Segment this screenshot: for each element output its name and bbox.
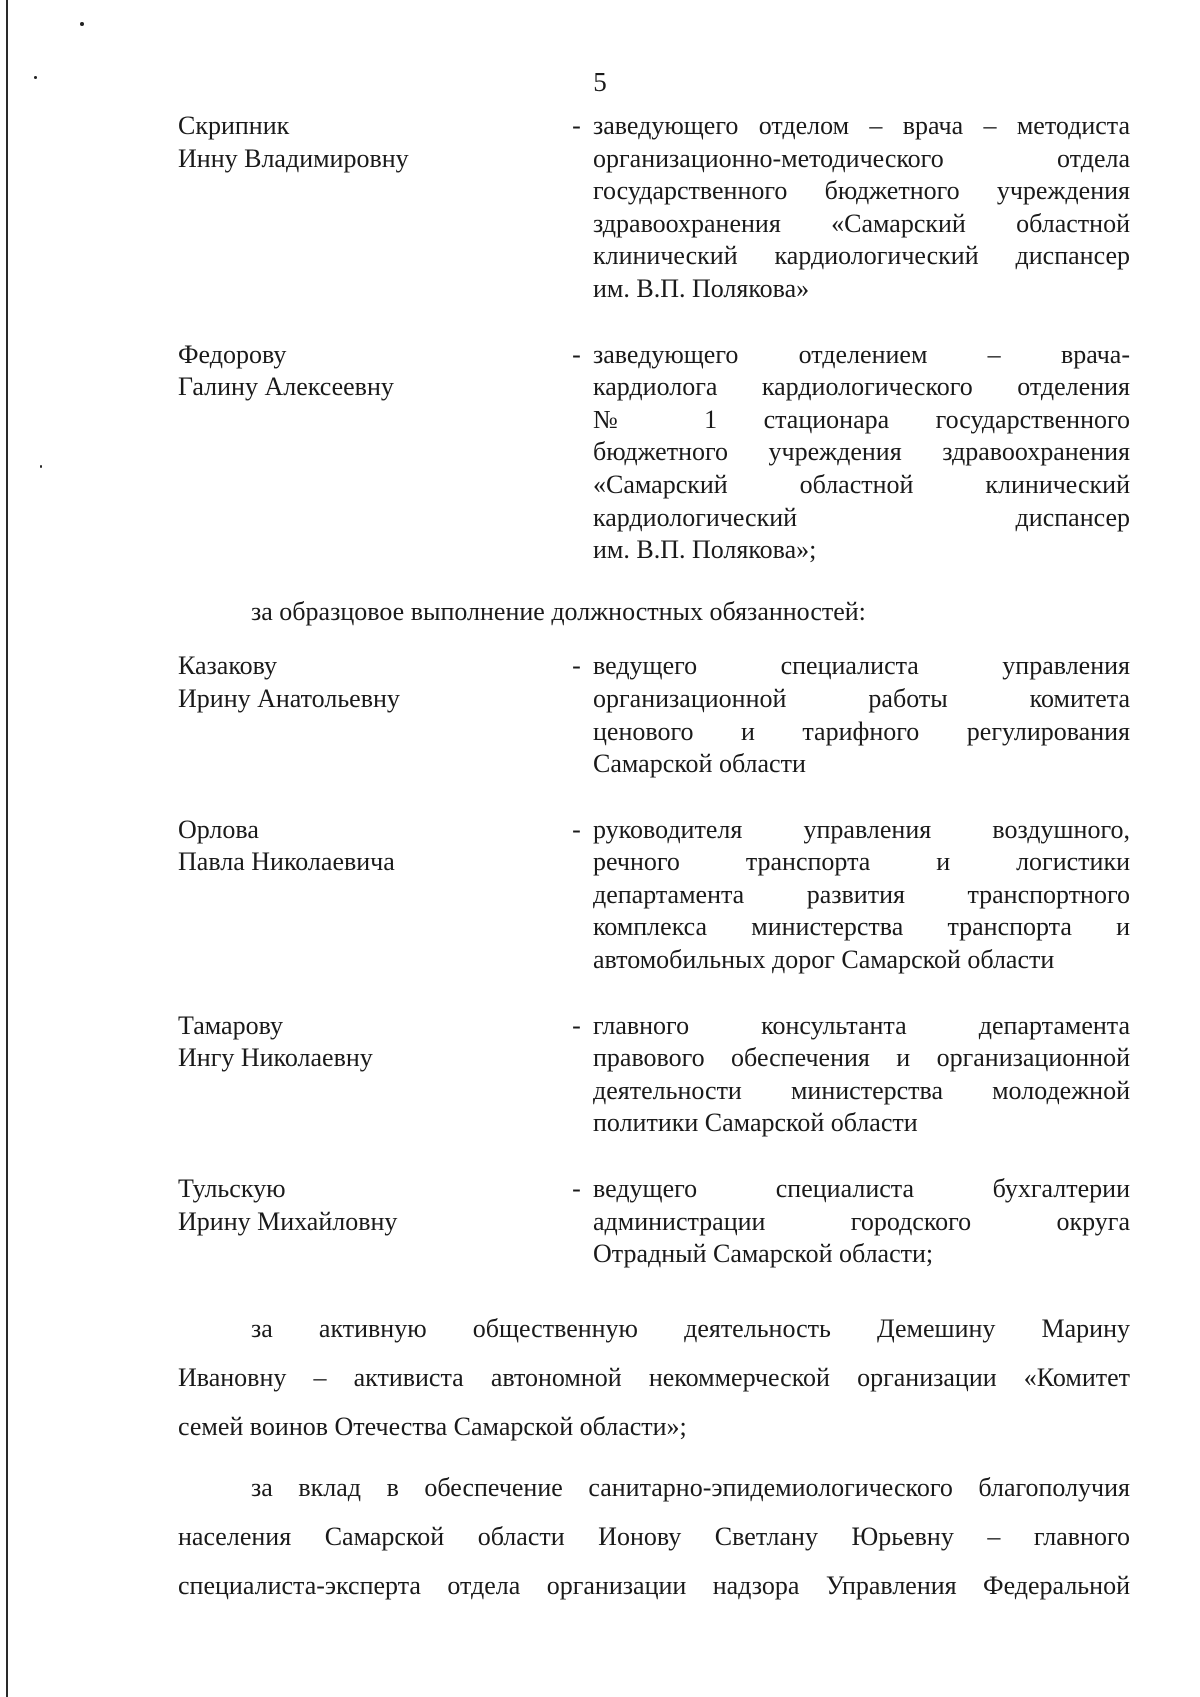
position-description-line: правового обеспечения и организационной xyxy=(593,1043,1130,1073)
position-description xyxy=(593,110,1130,306)
scan-left-edge xyxy=(6,0,8,1697)
person-name-line: Галину Алексеевну xyxy=(178,372,394,402)
page-number: 5 xyxy=(593,67,607,97)
person-name-line: Тульскую xyxy=(178,1174,286,1204)
person-name-line: Федорову xyxy=(178,339,287,369)
paragraph-sanitary-contribution xyxy=(178,1463,1130,1610)
award-entry xyxy=(178,1173,1130,1271)
position-description-line: кардиолога кардиологического отделения xyxy=(593,372,1130,402)
position-description-line: департамента развития транспортного xyxy=(593,879,1130,909)
position-description xyxy=(593,1010,1130,1140)
person-name-line: Казакову xyxy=(178,651,278,681)
position-description-line: автомобильных дорог Самарской области xyxy=(593,945,1055,975)
position-description xyxy=(593,814,1130,977)
person-name xyxy=(178,650,560,715)
position-description-line: бюджетного учреждения здравоохранения xyxy=(593,437,1130,467)
position-description-line: руководителя управления воздушного, xyxy=(593,814,1130,844)
position-description-line: им. В.П. Полякова» xyxy=(593,273,810,303)
entry-dash: - xyxy=(572,1174,581,1204)
person-name xyxy=(178,1010,560,1075)
position-description-line: заведующего отделением – врача- xyxy=(593,339,1130,369)
person-name-line: Скрипник xyxy=(178,111,290,140)
scan-speck xyxy=(40,465,42,468)
position-description xyxy=(593,650,1130,780)
person-name-line: Тамарову xyxy=(178,1010,283,1040)
position-description-line: ведущего специалиста управления xyxy=(593,651,1130,681)
award-entry xyxy=(178,339,1130,567)
section-heading: за образцовое выполнение должностных обязанностей: xyxy=(251,596,866,626)
award-group-2 xyxy=(178,650,1130,1271)
person-name-line: Орлова xyxy=(178,814,259,844)
position-description-line: государственного бюджетного учреждения xyxy=(593,176,1130,206)
person-name xyxy=(178,110,560,175)
position-description-line: ведущего специалиста бухгалтерии xyxy=(593,1174,1130,1204)
award-group-1 xyxy=(178,110,1130,567)
position-description-line: речного транспорта и логистики xyxy=(593,847,1130,877)
position-description-line: деятельности министерства молодежной xyxy=(593,1075,1130,1105)
person-name xyxy=(178,1173,560,1238)
entry-dash: - xyxy=(572,651,581,681)
position-description-line: Отрадный Самарской области; xyxy=(593,1239,934,1269)
position-description-line: «Самарский областной клинический xyxy=(593,469,1130,499)
award-entry xyxy=(178,110,1130,306)
scan-speck xyxy=(80,22,84,26)
position-description xyxy=(593,1173,1130,1271)
position-description-line: Самарской области xyxy=(593,749,806,779)
entry-dash: - xyxy=(572,814,581,844)
paragraph-line: специалиста-эксперта отдела организации надзора Управления Федеральной xyxy=(178,1570,1130,1600)
entry-dash: - xyxy=(572,339,581,369)
position-description-line: политики Самарской области xyxy=(593,1108,918,1138)
position-description-line: им. В.П. Полякова»; xyxy=(593,535,817,565)
award-entry xyxy=(178,1010,1130,1140)
entry-dash: - xyxy=(572,1010,581,1040)
position-description-line: организационно-методического отдела xyxy=(593,143,1130,173)
paragraph-line: Ивановну – активиста автономной некоммерческой организации «Комитет xyxy=(178,1362,1130,1392)
position-description-line: главного консультанта департамента xyxy=(593,1010,1130,1040)
paragraph-line: населения Самарской области Ионову Светлану Юрьевну – главного xyxy=(178,1521,1130,1551)
paragraph-public-activity xyxy=(178,1304,1130,1451)
position-description-line: заведующего отделом – врача – методиста xyxy=(593,111,1130,140)
document-body xyxy=(178,110,1130,1610)
position-description-line: комплекса министерства транспорта и xyxy=(593,912,1130,942)
person-name-line: Инну Владимировну xyxy=(178,143,409,173)
position-description-line: администрации городского округа xyxy=(593,1206,1130,1236)
position-description xyxy=(593,339,1130,567)
position-description-line: кардиологический диспансер xyxy=(593,502,1130,532)
person-name-line: Ирину Михайловну xyxy=(178,1206,398,1236)
person-name-line: Ингу Николаевну xyxy=(178,1043,373,1073)
position-description-line: здравоохранения «Самарский областной xyxy=(593,208,1130,238)
entry-dash: - xyxy=(572,111,581,140)
paragraph-line: семей воинов Отечества Самарской области»; xyxy=(178,1411,687,1441)
position-description-line: № 1 стационара государственного xyxy=(593,404,1130,434)
position-description-line: ценового и тарифного регулирования xyxy=(593,716,1130,746)
paragraph-line: за вклад в обеспечение санитарно-эпидемиологического благополучия xyxy=(251,1472,1130,1502)
position-description-line: клинический кардиологический диспансер xyxy=(593,241,1130,271)
paragraph-line: за активную общественную деятельность Демешину Марину xyxy=(251,1313,1130,1343)
person-name-line: Павла Николаевича xyxy=(178,847,395,877)
award-entry xyxy=(178,650,1130,780)
person-name-line: Ирину Анатольевну xyxy=(178,683,400,713)
award-entry xyxy=(178,814,1130,977)
person-name xyxy=(178,814,560,879)
position-description-line: организационной работы комитета xyxy=(593,683,1130,713)
person-name xyxy=(178,339,560,404)
